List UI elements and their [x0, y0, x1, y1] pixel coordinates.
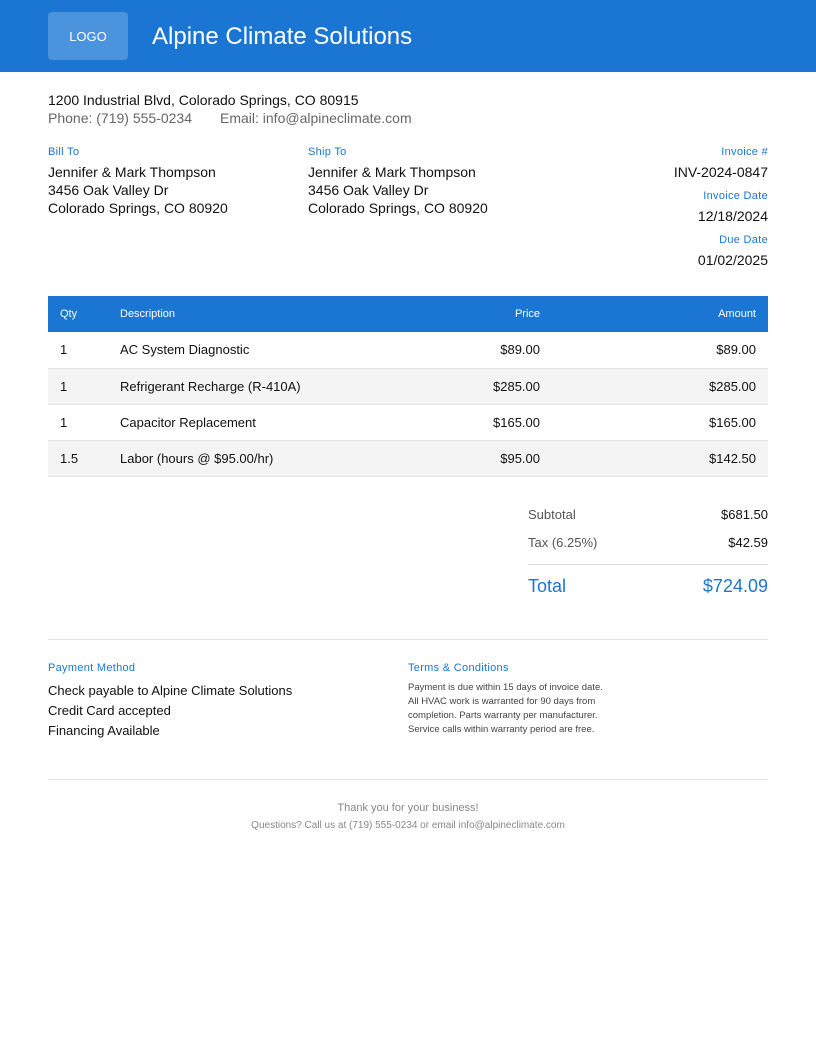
table-header-row [48, 296, 768, 332]
payment-line: Financing Available [48, 723, 160, 738]
table-row [48, 404, 768, 440]
section-divider [48, 639, 768, 640]
payment-method-section [48, 661, 388, 741]
bill-to-label: Bill To [48, 146, 80, 158]
row-amount: $285.00 [709, 378, 756, 394]
subtotal-row [528, 506, 768, 534]
row-description: Capacitor Replacement [120, 414, 256, 430]
contact-note: Questions? Call us at (719) 555-0234 or email info@alpineclimate.com [251, 820, 565, 831]
subtotal-label: Subtotal [528, 507, 576, 522]
row-amount: $165.00 [709, 414, 756, 430]
row-description: Refrigerant Recharge (R-410A) [120, 378, 301, 394]
due-date: 01/02/2025 [697, 252, 768, 268]
thank-you-note: Thank you for your business! [337, 802, 479, 814]
ship-to-name: Jennifer & Mark Thompson [308, 164, 476, 180]
header-amount: Amount [718, 308, 756, 320]
row-qty: 1.5 [60, 450, 79, 466]
row-amount: $89.00 [716, 342, 756, 358]
invoice-number-label: Invoice # [721, 146, 768, 158]
company-contact [48, 109, 412, 127]
table-row [48, 332, 768, 368]
total-label: Total [528, 576, 567, 596]
invoice-date-label: Invoice Date [703, 190, 768, 202]
row-price: $89.00 [500, 342, 540, 358]
tax-label: Tax (6.25%) [528, 535, 598, 550]
footer-divider [48, 779, 768, 780]
terms-line: completion. Parts warranty per manufacturer. [408, 710, 598, 721]
row-qty: 1 [60, 414, 68, 430]
row-qty: 1 [60, 378, 68, 394]
tax-row [528, 534, 768, 562]
company-address: 1200 Industrial Blvd, Colorado Springs, CO 80915 [48, 92, 359, 108]
logo-text: LOGO [69, 28, 107, 44]
company-logo [48, 12, 128, 60]
totals-section [528, 506, 768, 598]
invoice-meta [548, 145, 768, 277]
subtotal-value: $681.50 [721, 507, 768, 522]
bill-to-street: 3456 Oak Valley Dr [48, 182, 169, 198]
row-description: Labor (hours @ $95.00/hr) [120, 450, 274, 466]
table-row [48, 368, 768, 404]
ship-to-label: Ship To [308, 146, 347, 158]
terms-line: Payment is due within 15 days of invoice date. [408, 682, 603, 693]
row-qty: 1 [60, 342, 68, 358]
header-description: Description [120, 308, 176, 320]
terms-section [408, 661, 648, 737]
row-description: AC System Diagnostic [120, 342, 250, 358]
ship-to-street: 3456 Oak Valley Dr [308, 182, 429, 198]
table-row [48, 440, 768, 476]
invoice-number: INV-2024-0847 [673, 164, 768, 180]
ship-to-city: Colorado Springs, CO 80920 [308, 200, 488, 216]
row-amount: $142.50 [709, 450, 756, 466]
total-value: $724.09 [702, 576, 768, 596]
ship-to-section [308, 145, 488, 217]
row-price: $285.00 [493, 378, 540, 394]
company-name: Alpine Climate Solutions [152, 23, 413, 50]
header-qty: Qty [60, 308, 78, 320]
company-phone: Phone: (719) 555-0234 [48, 110, 192, 126]
payment-method-label: Payment Method [48, 662, 136, 674]
header-price: Price [514, 308, 540, 320]
bill-to-city: Colorado Springs, CO 80920 [48, 200, 228, 216]
invoice-date: 12/18/2024 [697, 208, 768, 224]
line-items-table [48, 296, 768, 477]
invoice-footer [48, 801, 768, 833]
totals-divider [528, 564, 768, 565]
bill-to-name: Jennifer & Mark Thompson [48, 164, 216, 180]
tax-value: $42.59 [728, 535, 768, 550]
terms-line: All HVAC work is warranted for 90 days from [408, 696, 596, 707]
terms-label: Terms & Conditions [408, 662, 509, 674]
row-price: $165.00 [493, 414, 540, 430]
invoice-header [0, 0, 816, 72]
terms-line: Service calls within warranty period are free. [408, 724, 595, 735]
payment-line: Credit Card accepted [48, 703, 171, 718]
payment-line: Check payable to Alpine Climate Solutions [48, 683, 293, 698]
bill-to-section [48, 145, 228, 217]
total-row [528, 574, 768, 598]
row-price: $95.00 [500, 450, 540, 466]
company-email: Email: info@alpineclimate.com [220, 110, 412, 126]
due-date-label: Due Date [719, 234, 768, 246]
